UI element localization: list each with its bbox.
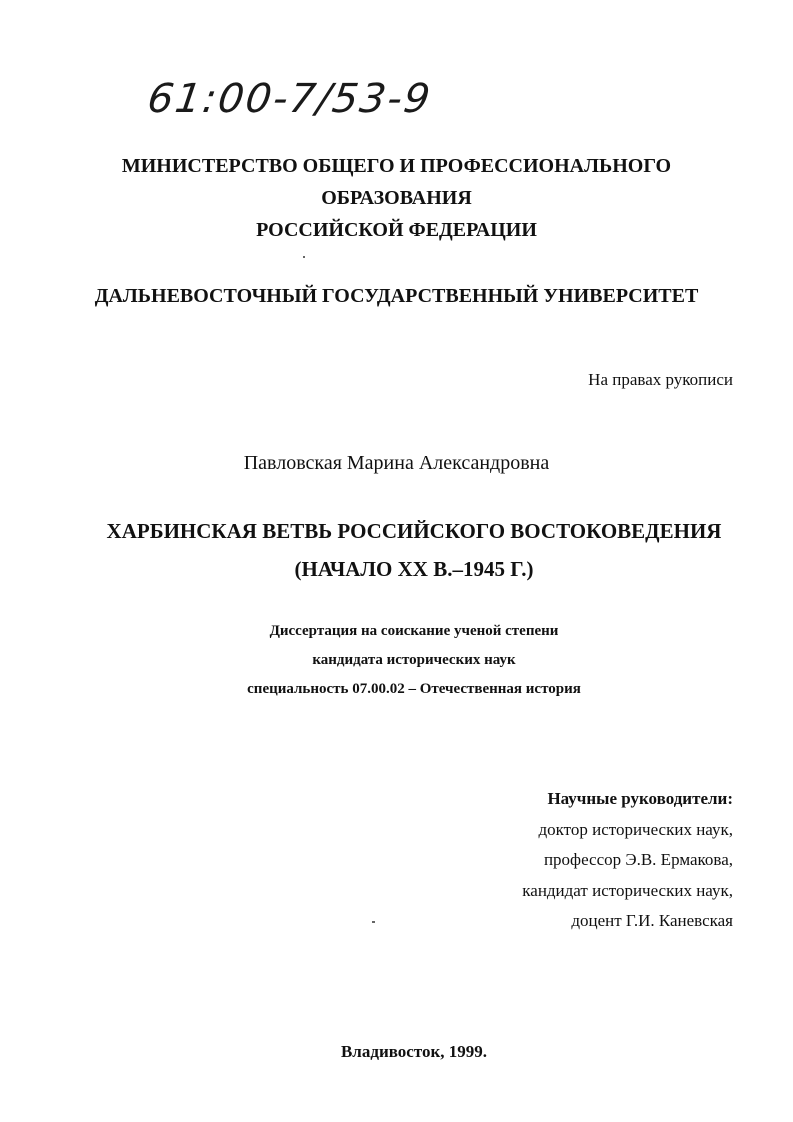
scan-speck	[372, 921, 375, 923]
supervisor-line-4: доцент Г.И. Каневская	[571, 911, 733, 930]
degree-line-3: специальность 07.00.02 – Отечественная история	[247, 681, 581, 697]
scan-speck	[303, 256, 305, 258]
supervisor-line-2: профессор Э.В. Ермакова,	[543, 850, 733, 869]
ministry-line-3: РОССИЙСКОЙ ФЕДЕРАЦИИ	[256, 219, 537, 241]
supervisors-heading: Научные руководители:	[547, 789, 733, 808]
title-line-1: ХАРБИНСКАЯ ВЕТВЬ РОССИЙСКОГО ВОСТОКОВЕДЕНИЯ	[106, 519, 722, 543]
ministry-line-2: ОБРАЗОВАНИЯ	[321, 187, 472, 209]
supervisor-line-1: доктор исторических наук,	[538, 819, 733, 839]
supervisor-line-3: кандидат исторических наук,	[522, 880, 733, 900]
city-year: Владивосток, 1999.	[340, 1042, 488, 1061]
degree-line-1: Диссертация на соискание ученой степени	[269, 623, 559, 639]
author-name: Павловская Марина Александровна	[243, 452, 550, 474]
ministry-heading	[0, 150, 793, 246]
supervisors-block	[522, 784, 733, 937]
handwritten-catalog-number: 61:00-7/53-9	[144, 76, 435, 122]
title-line-2: (НАЧАЛО XX В.–1945 Г.)	[294, 557, 534, 581]
university-name: ДАЛЬНЕВОСТОЧНЫЙ ГОСУДАРСТВЕННЫЙ УНИВЕРСИТЕТ	[94, 285, 699, 307]
rights-note: На правах рукописи	[588, 370, 733, 389]
ministry-line-1: МИНИСТЕРСТВО ОБЩЕГО И ПРОФЕССИОНАЛЬНОГО	[121, 155, 672, 177]
degree-statement	[0, 617, 793, 704]
dissertation-title	[0, 512, 793, 588]
degree-line-2: кандидата исторических наук	[312, 652, 516, 668]
